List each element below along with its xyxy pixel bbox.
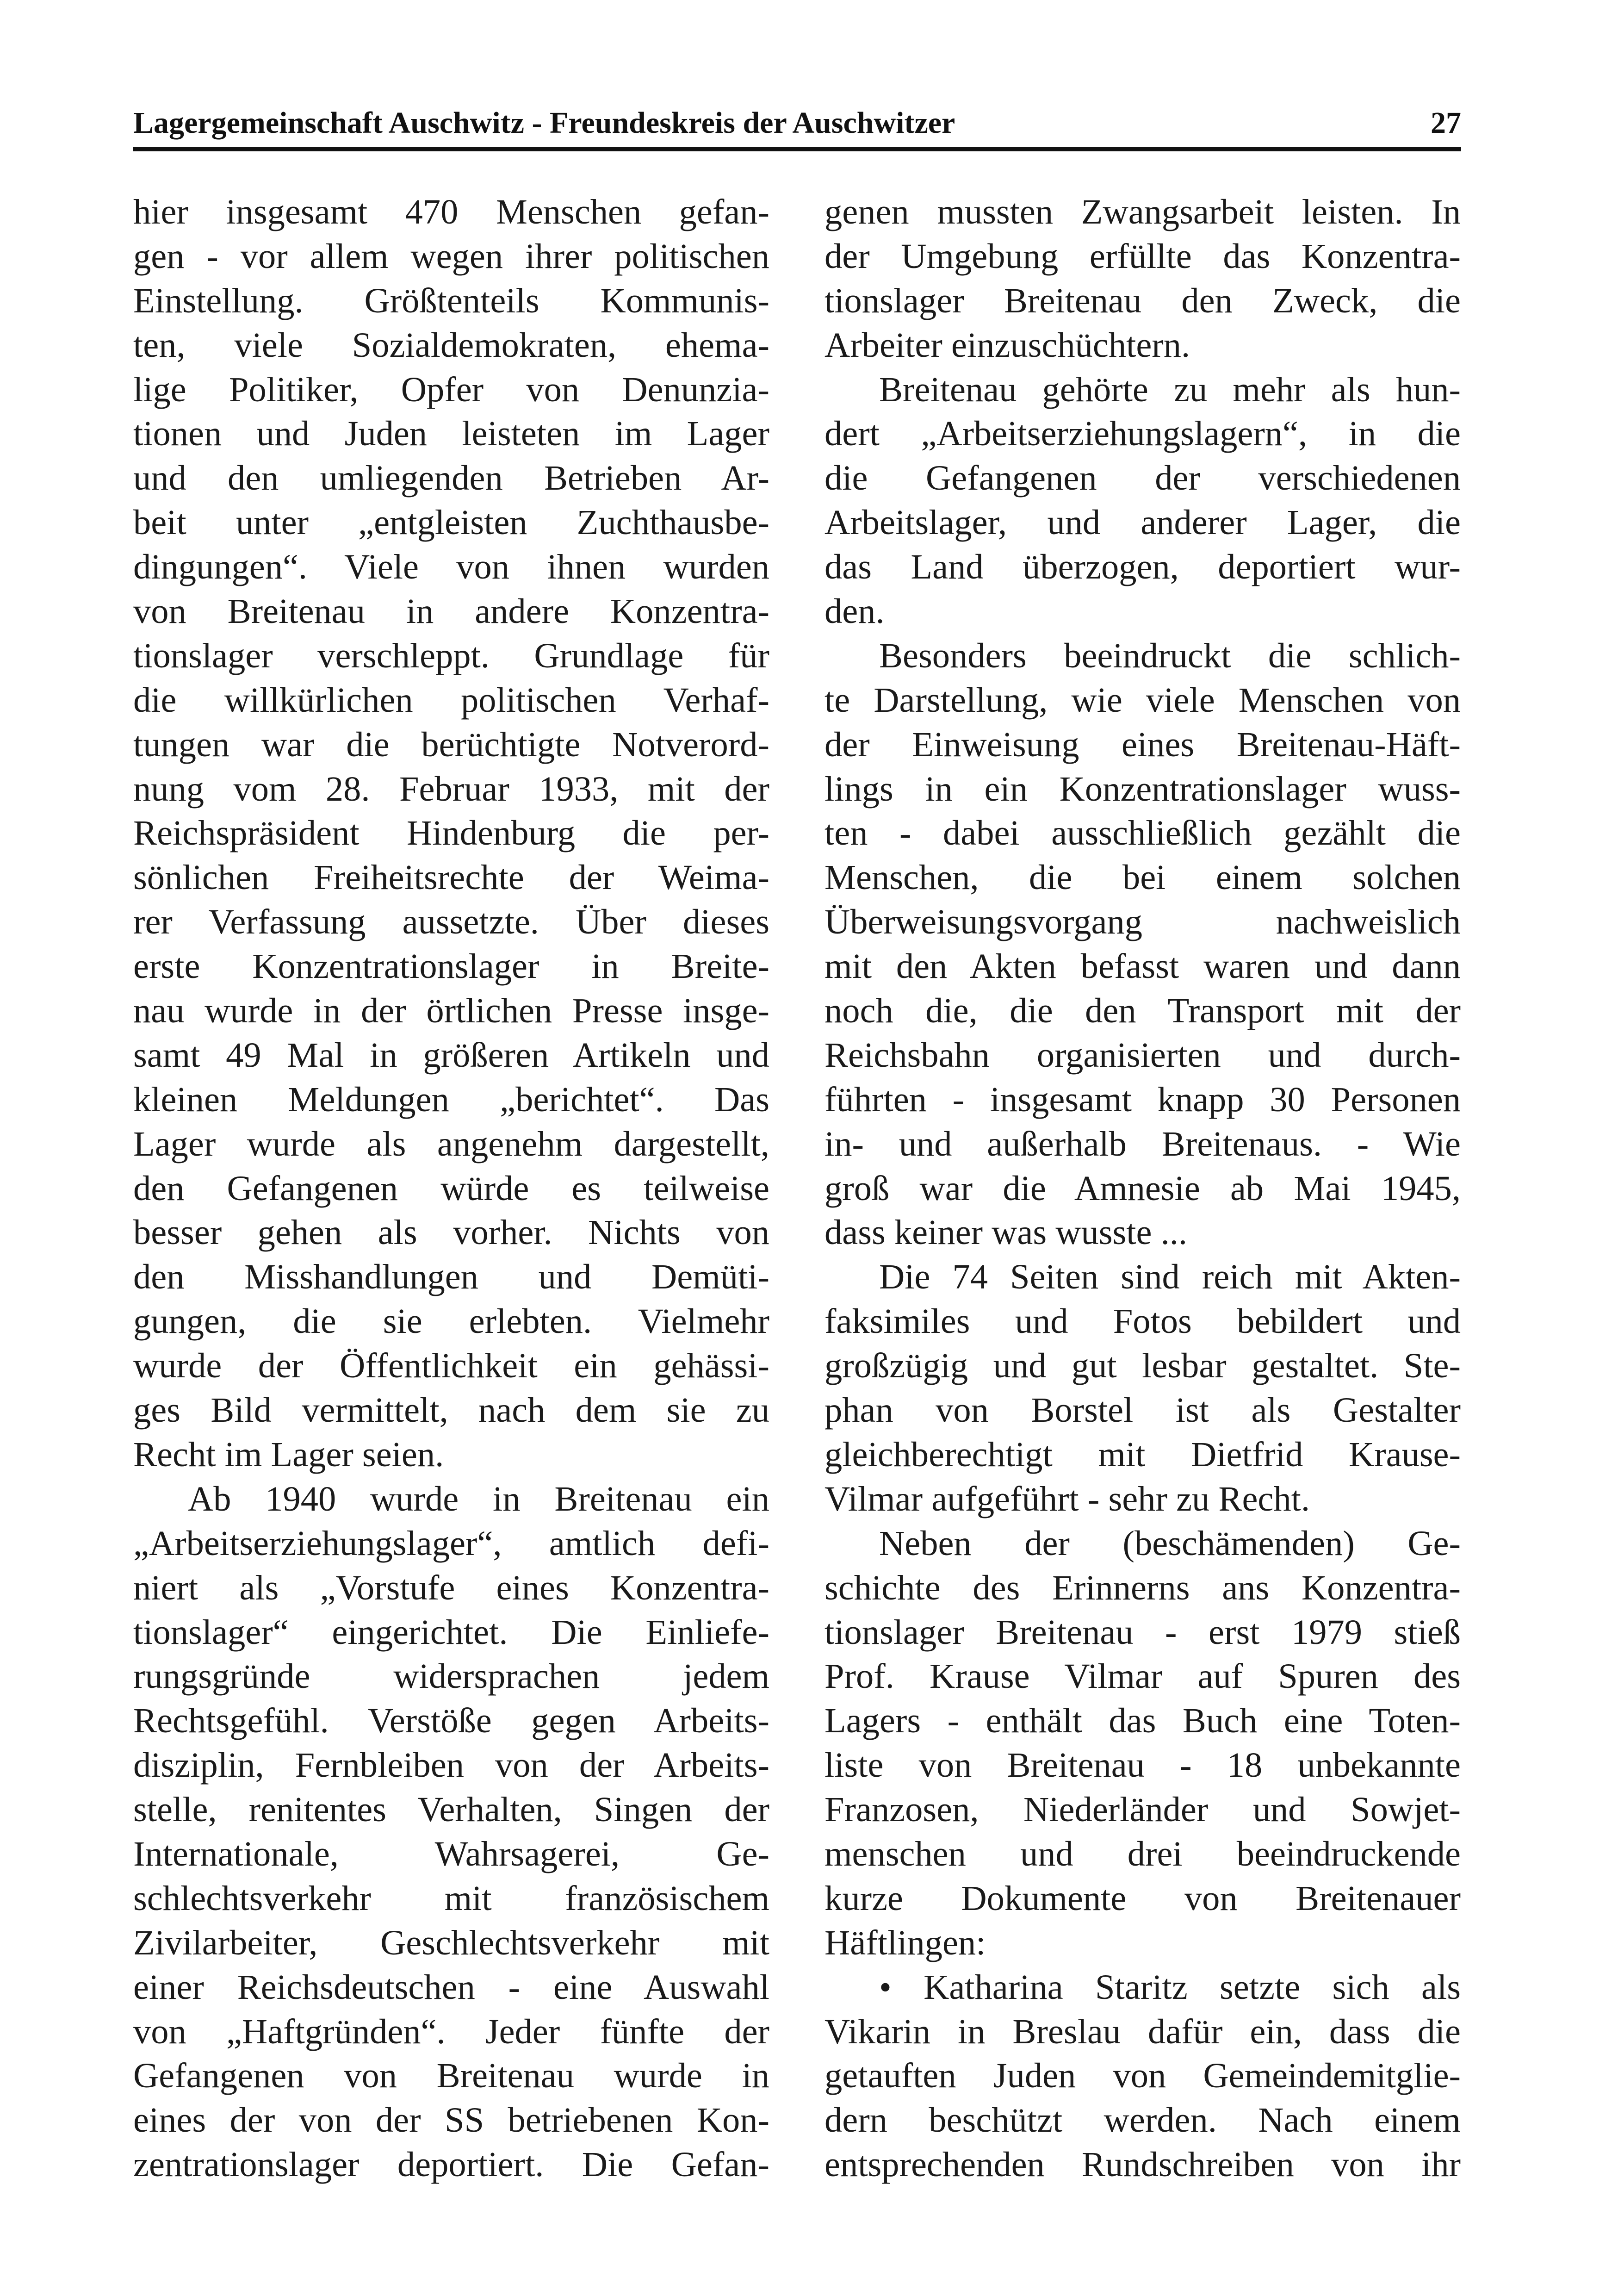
text-line: tionslager verschleppt. Grundlage für xyxy=(133,635,769,675)
text-line: der Umgebung erfüllte das Konzentra- xyxy=(824,236,1461,276)
text-line: dern beschützt werden. Nach einem xyxy=(824,2100,1461,2140)
text-line: rungsgründe widersprachen jedem xyxy=(133,1656,769,1696)
text-line: einer Reichsdeutschen - eine Auswahl xyxy=(133,1967,769,2007)
text-line: dert „Arbeitserziehungslagern“, in die xyxy=(824,414,1461,454)
text-line: und den umliegenden Betrieben Ar- xyxy=(133,458,769,498)
text-line: tionen und Juden leisteten im Lager xyxy=(133,414,769,454)
text-line: gungen, die sie erlebten. Vielmehr xyxy=(133,1301,769,1341)
text-line: rer Verfassung aussetzte. Über dieses xyxy=(133,902,769,942)
header-title: Lagergemeinschaft Auschwitz - Freundeskreis der Auschwitzer xyxy=(133,106,955,140)
text-line: ges Bild vermittelt, nach dem sie zu xyxy=(133,1390,769,1430)
text-line: den Gefangenen würde es teilweise xyxy=(133,1168,769,1208)
text-line: eines der von der SS betriebenen Kon- xyxy=(133,2100,769,2140)
text-line: kurze Dokumente von Breitenauer xyxy=(824,1878,1461,1918)
text-line: Prof. Krause Vilmar auf Spuren des xyxy=(824,1656,1461,1696)
text-line: Zivilarbeiter, Geschlechtsverkehr mit xyxy=(133,1923,769,1962)
text-line: nau wurde in der örtlichen Presse insge- xyxy=(133,991,769,1031)
text-line: Gefangenen von Breitenau wurde in xyxy=(133,2056,769,2096)
text-line: Ab 1940 wurde in Breitenau ein xyxy=(188,1479,769,1518)
page-number: 27 xyxy=(1431,106,1461,140)
text-line: der Einweisung eines Breitenau-Häft- xyxy=(824,724,1461,764)
text-line: die willkürlichen politischen Verhaf- xyxy=(133,680,769,720)
text-line: tionslager Breitenau - erst 1979 stieß xyxy=(824,1612,1461,1652)
text-line: führten - insgesamt knapp 30 Personen xyxy=(824,1079,1461,1119)
text-line: Die 74 Seiten sind reich mit Akten- xyxy=(879,1257,1461,1297)
text-line: den. xyxy=(824,591,885,631)
text-line: von „Haftgründen“. Jeder fünfte der xyxy=(133,2011,769,2051)
text-line: großzügig und gut lesbar gestaltet. Ste- xyxy=(824,1346,1461,1386)
text-line: samt 49 Mal in größeren Artikeln und xyxy=(133,1035,769,1075)
text-line: Arbeitslager, und anderer Lager, die xyxy=(824,503,1461,542)
text-line: ten - dabei ausschließlich gezählt die xyxy=(824,813,1461,853)
text-line: lige Politiker, Opfer von Denunzia- xyxy=(133,369,769,409)
text-line: menschen und drei beeindruckende xyxy=(824,1834,1461,1873)
text-line: lings in ein Konzentrationslager wuss- xyxy=(824,769,1461,809)
text-line: Überweisungsvorgang nachweislich xyxy=(824,902,1461,942)
text-line: „Arbeitserziehungslager“, amtlich defi- xyxy=(133,1523,769,1563)
text-line: die Gefangenen der verschiedenen xyxy=(824,458,1461,498)
text-line: • Katharina Staritz setzte sich als xyxy=(879,1967,1461,2007)
text-line: dingungen“. Viele von ihnen wurden xyxy=(133,547,769,587)
text-line: Lager wurde als angenehm dargestellt, xyxy=(133,1124,769,1164)
text-line: das Land überzogen, deportiert wur- xyxy=(824,547,1461,587)
text-line: Breitenau gehörte zu mehr als hun- xyxy=(879,369,1461,409)
text-line: Häftlingen: xyxy=(824,1923,986,1962)
text-line: liste von Breitenau - 18 unbekannte xyxy=(824,1745,1461,1785)
text-line: tungen war die berüchtigte Notverord- xyxy=(133,724,769,764)
text-line: faksimiles und Fotos bebildert und xyxy=(824,1301,1461,1341)
text-line: genen mussten Zwangsarbeit leisten. In xyxy=(824,192,1461,231)
text-column-right xyxy=(824,190,1461,2187)
text-line: Arbeiter einzuschüchtern. xyxy=(824,325,1190,365)
text-line: schichte des Erinnerns ans Konzentra- xyxy=(824,1568,1461,1607)
text-line: Recht im Lager seien. xyxy=(133,1434,444,1474)
text-line: getauften Juden von Gemeindemitglie- xyxy=(824,2056,1461,2096)
text-line: in- und außerhalb Breitenaus. - Wie xyxy=(824,1124,1461,1164)
text-line: Rechtsgefühl. Verstöße gegen Arbeits- xyxy=(133,1701,769,1741)
header-rule xyxy=(133,147,1461,151)
text-line: erste Konzentrationslager in Breite- xyxy=(133,946,769,986)
text-line: entsprechenden Rundschreiben von ihr xyxy=(824,2145,1461,2184)
text-line: Besonders beeindruckt die schlich- xyxy=(879,635,1461,675)
running-header xyxy=(133,102,1461,144)
text-line: disziplin, Fernbleiben von der Arbeits- xyxy=(133,1745,769,1785)
text-line: den Misshandlungen und Demüti- xyxy=(133,1257,769,1297)
text-line: Neben der (beschämenden) Ge- xyxy=(879,1523,1461,1563)
text-line: Reichsbahn organisierten und durch- xyxy=(824,1035,1461,1075)
text-line: dass keiner was wusste ... xyxy=(824,1213,1187,1252)
text-line: wurde der Öffentlichkeit ein gehässi- xyxy=(133,1346,769,1386)
text-line: Reichspräsident Hindenburg die per- xyxy=(133,813,769,853)
text-line: kleinen Meldungen „berichtet“. Das xyxy=(133,1079,769,1119)
text-line: Franzosen, Niederländer und Sowjet- xyxy=(824,1790,1461,1829)
text-line: Vikarin in Breslau dafür ein, dass die xyxy=(824,2011,1461,2051)
text-line: sönlichen Freiheitsrechte der Weima- xyxy=(133,858,769,897)
text-line: phan von Borstel ist als Gestalter xyxy=(824,1390,1461,1430)
text-line: gleichberechtigt mit Dietfrid Krause- xyxy=(824,1434,1461,1474)
text-line: ten, viele Sozialdemokraten, ehema- xyxy=(133,325,769,365)
text-line: niert als „Vorstufe eines Konzentra- xyxy=(133,1568,769,1607)
text-line: Einstellung. Größtenteils Kommunis- xyxy=(133,280,769,320)
text-line: besser gehen als vorher. Nichts von xyxy=(133,1213,769,1252)
text-line: von Breitenau in andere Konzentra- xyxy=(133,591,769,631)
text-line: schlechtsverkehr mit französischem xyxy=(133,1878,769,1918)
text-line: Vilmar aufgeführt - sehr zu Recht. xyxy=(824,1479,1310,1518)
text-line: Lagers - enthält das Buch eine Toten- xyxy=(824,1701,1461,1741)
text-line: beit unter „entgleisten Zuchthausbe- xyxy=(133,503,769,542)
text-line: tionslager Breitenau den Zweck, die xyxy=(824,280,1461,320)
text-line: mit den Akten befasst waren und dann xyxy=(824,946,1461,986)
text-line: Menschen, die bei einem solchen xyxy=(824,858,1461,897)
text-line: zentrationslager deportiert. Die Gefan- xyxy=(133,2145,769,2184)
text-line: nung vom 28. Februar 1933, mit der xyxy=(133,769,769,809)
text-line: tionslager“ eingerichtet. Die Einliefe- xyxy=(133,1612,769,1652)
text-line: Internationale, Wahrsagerei, Ge- xyxy=(133,1834,769,1873)
text-line: noch die, die den Transport mit der xyxy=(824,991,1461,1031)
text-line: hier insgesamt 470 Menschen gefan- xyxy=(133,192,769,231)
text-line: gen - vor allem wegen ihrer politischen xyxy=(133,236,769,276)
text-line: groß war die Amnesie ab Mai 1945, xyxy=(824,1168,1461,1208)
text-line: te Darstellung, wie viele Menschen von xyxy=(824,680,1461,720)
text-column-left xyxy=(133,190,769,2187)
text-line: stelle, renitentes Verhalten, Singen der xyxy=(133,1790,769,1829)
